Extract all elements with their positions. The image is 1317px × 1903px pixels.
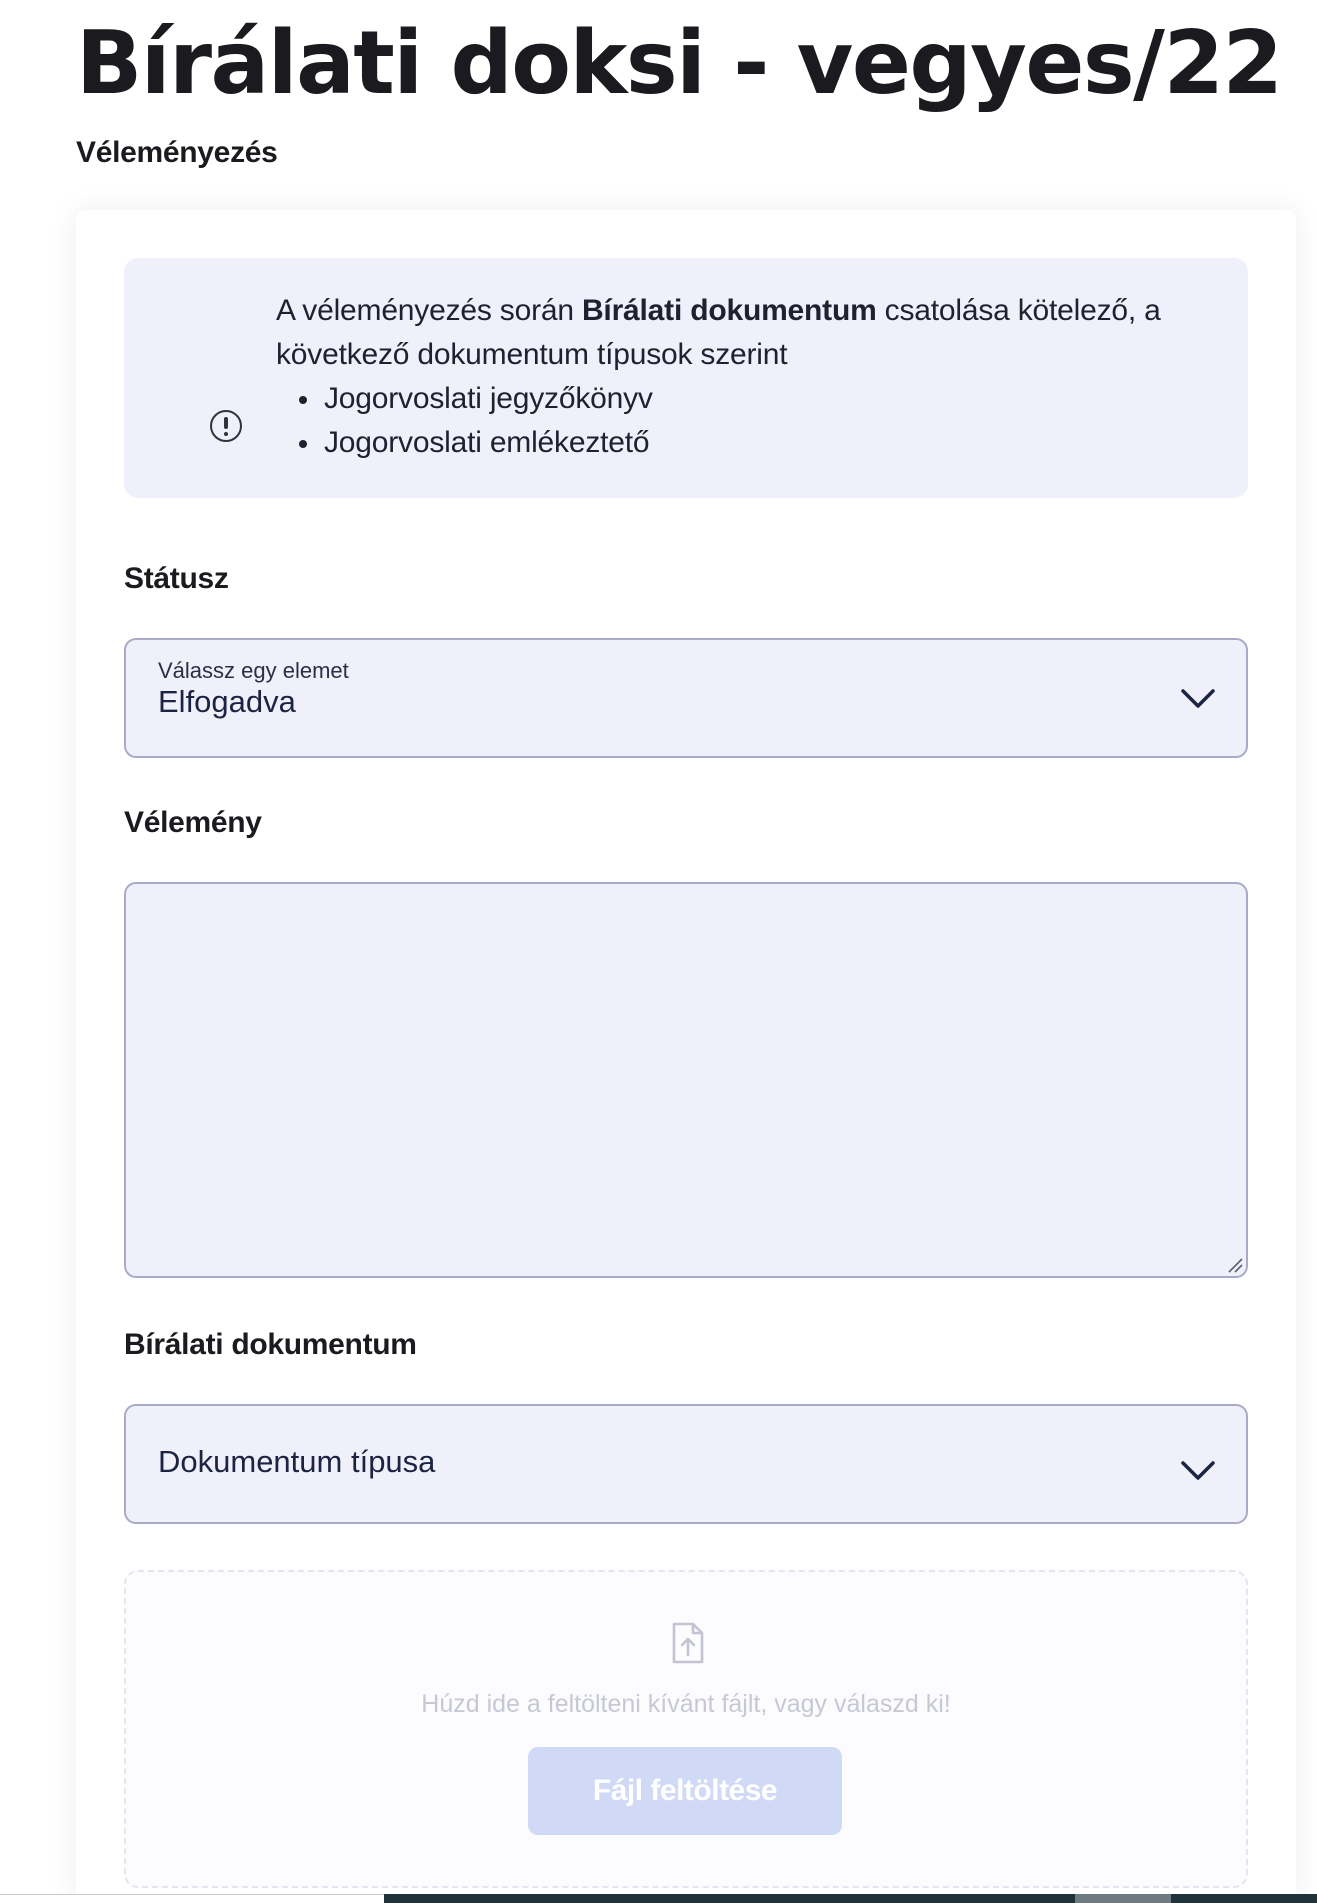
exclamation-circle-icon [210,410,242,442]
page-title: Bírálati doksi - vegyes/22 [76,12,1282,114]
list-item: Jogorvoslati jegyzőkönyv [324,377,1216,421]
status-select-value: Elfogadva [158,684,296,719]
review-document-label: Bírálati dokumentum [124,1328,417,1361]
taskbar-edge [0,1894,1317,1903]
info-text [276,289,1216,465]
document-type-placeholder: Dokumentum típusa [158,1444,436,1479]
status-label: Státusz [124,562,229,595]
chevron-down-icon [1180,1458,1216,1482]
upload-file-button[interactable]: Fájl feltöltése [528,1747,842,1835]
info-text-before: A véleményezés során [276,294,582,327]
document-type-select[interactable] [124,1404,1248,1524]
document-type-list [276,377,1216,465]
dropzone-text: Húzd ide a feltölteni kívánt fájlt, vagy válaszd ki! [421,1690,951,1718]
info-notice [124,258,1248,498]
file-dropzone[interactable] [124,1570,1248,1888]
resize-handle-icon[interactable] [1226,1256,1244,1274]
status-select[interactable] [124,638,1248,758]
review-form-card [76,210,1296,1903]
chevron-down-icon [1180,686,1216,710]
opinion-label: Vélemény [124,806,262,839]
file-upload-icon [671,1622,705,1664]
info-text-after: csatolása kötelező, a következő dokumentum típusok szerint [276,294,1161,371]
list-item: Jogorvoslati emlékeztető [324,421,1216,465]
opinion-textarea[interactable] [124,882,1248,1278]
status-select-hint: Válassz egy elemet [158,658,349,683]
page-subtitle: Véleményezés [76,136,278,169]
info-text-bold: Bírálati dokumentum [581,294,877,327]
